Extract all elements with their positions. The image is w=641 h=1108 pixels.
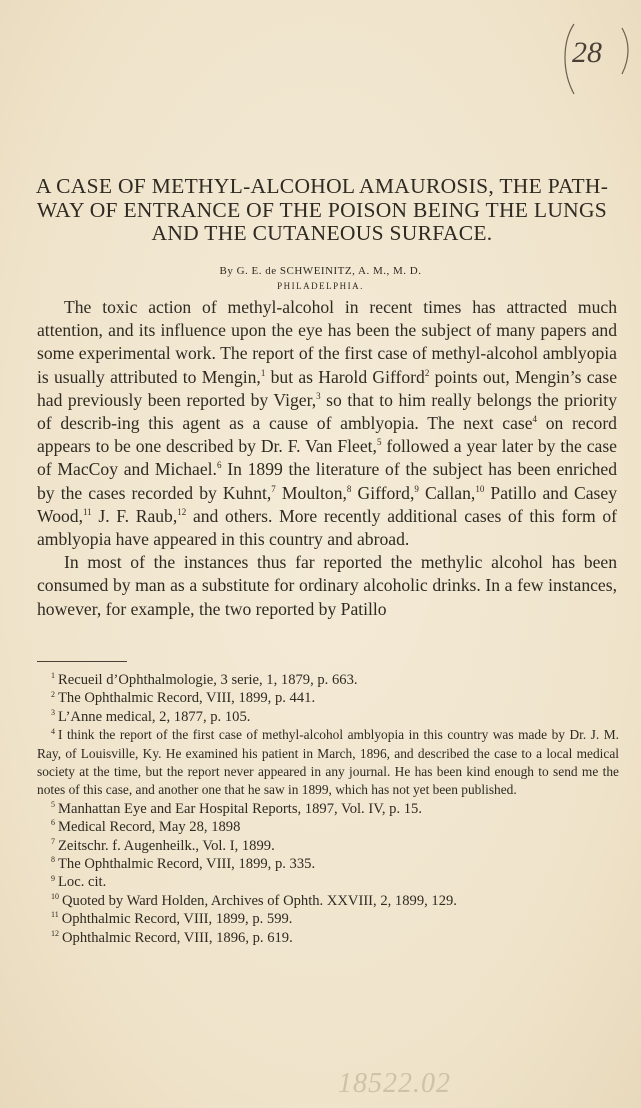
body-text-run: Callan, [418,482,476,503]
footnote-text: Ophthalmic Record, VIII, 1896, p. 619. [62,929,293,946]
footnote-number: 6 [51,818,55,828]
footnote-text: Manhattan Eye and Ear Hospital Reports, 1897, Vol. IV, p. 15. [58,800,422,817]
footnote [37,929,619,947]
footnote-text: I think the report of the first case of methyl-alcohol amblyopia in this country was made by Dr. J. M. Ray, of Louisville, Ky. He examined his patient in March, 1896, and described the case to a local medical society at the time, but the report never appeared in any journal. He has been kind enough to send me the notes of this case, and another one that he saw in 1899, which has not yet been published. [37,727,619,798]
footnote-number: 8 [51,855,55,865]
body-text-run: but as Harold Gifford [265,366,425,387]
body-text [37,296,617,621]
body-text-run: Moulton, [275,482,347,503]
footnote-number: 10 [51,892,59,902]
footnote-reference[interactable]: 12 [177,506,187,517]
footnote-number: 9 [51,873,55,883]
footnote [37,910,619,928]
footnote-text: The Ophthalmic Record, VIII, 1899, p. 441. [58,690,316,707]
body-text-run: In most of the instances thus far reported the methylic alcohol has been consumed by man as a substitute for ordinary alcoholic drinks. In a few instances, however, for example, the two reported by Patillo [37,552,617,619]
footnote-reference[interactable]: 3 [316,390,321,401]
footnote-reference[interactable]: 2 [424,367,430,378]
footnote [37,726,619,800]
handwritten-page-number [560,22,634,102]
author-line: By G. E. de SCHWEINITZ, A. M., M. D. [219,265,422,277]
footnote-number: 5 [51,799,55,809]
body-text-run: In 1899 the literature of the subject has been enriched by the cases recorded by Kuhnt, [37,459,618,503]
body-text-run: Patillo and Casey Wood, [37,482,617,526]
archive-stamp: 18522.02 [338,1068,451,1099]
footnote-reference[interactable]: 7 [271,483,276,494]
footnote [37,818,619,836]
footnote-number: 12 [51,928,59,938]
body-paragraph [37,551,617,621]
footnote-text: Zeitschr. f. Augenheilk., Vol. I, 1899. [58,837,275,854]
body-text-run: and others. More recently additional cases of this form of amblyopia have appeared in this country and abroad. [37,505,617,550]
body-text-run: J. F. Raub, [91,505,178,526]
footnote [37,800,619,818]
footnote-number: 3 [51,707,55,717]
body-text-run: The toxic action of methyl-alcohol in recent times has attracted much attention, and its influence upon the eye has been the subject of many papers and some experimental work. The report of the first case of methyl-alcohol amblyopia is usually attributed to Mengin, [37,297,617,387]
footnotes [37,671,619,947]
article-title: A CASE OF METHYL-ALCOHOL AMAUROSIS, THE PATH-WAY OF ENTRANCE OF THE POISON BEING THE LUNGS AND THE CUTANEOUS SURFACE. [35,174,609,245]
footnote-reference[interactable]: 4 [532,414,538,425]
footnote-number: 11 [51,910,59,920]
footnote-text: Ophthalmic Record, VIII, 1899, p. 599. [61,911,293,928]
footnote [37,708,619,726]
footnote-reference[interactable]: 5 [376,437,382,448]
footnote [37,873,619,891]
footnote-number: 1 [51,671,55,681]
body-paragraph [37,296,617,551]
footnote-number: 7 [51,836,55,846]
footnote-reference[interactable]: 10 [475,483,485,494]
footnote-reference[interactable]: 9 [414,483,419,494]
footnote-reference[interactable]: 8 [346,483,352,494]
footnote-text: Quoted by Ward Holden, Archives of Ophth. XXVIII, 2, 1899, 129. [62,892,457,909]
footnote [37,855,619,873]
footnote-number: 4 [51,726,55,736]
body-text-run: followed a year later by the case of MacCoy and Michael. [37,436,617,480]
body-text-run: points out, Mengin’s case had previously been reported by Viger, [37,366,617,410]
footnote-reference[interactable]: 1 [260,367,266,378]
page-number-text: 28 [572,36,602,69]
footnote-text: Loc. cit. [58,874,107,891]
footnote [37,837,619,855]
footnote-text: L’Anne medical, 2, 1877, p. 105. [58,708,251,725]
body-text-run: Gifford, [351,482,415,503]
footnote-reference[interactable]: 11 [83,506,92,517]
footnote-text: Medical Record, May 28, 1898 [58,819,241,836]
footnote-number: 2 [51,689,55,699]
footnote [37,689,619,707]
footnote-divider [37,661,127,662]
body-text-run: so that to him really belongs the priority of describ-ing this agent as a cause of amblyopia. The next case [37,389,617,434]
author-city: PHILADELPHIA. [277,281,364,291]
body-text-run: on record appears to be one described by Dr. F. Van Fleet, [37,413,617,457]
footnote [37,892,619,910]
footnote-reference[interactable]: 6 [216,460,222,471]
footnote [37,671,619,689]
footnote-text: The Ophthalmic Record, VIII, 1899, p. 335. [58,856,316,873]
footnote-text: Recueil d’Ophthalmologie, 3 serie, 1, 1879, p. 663. [58,672,358,688]
